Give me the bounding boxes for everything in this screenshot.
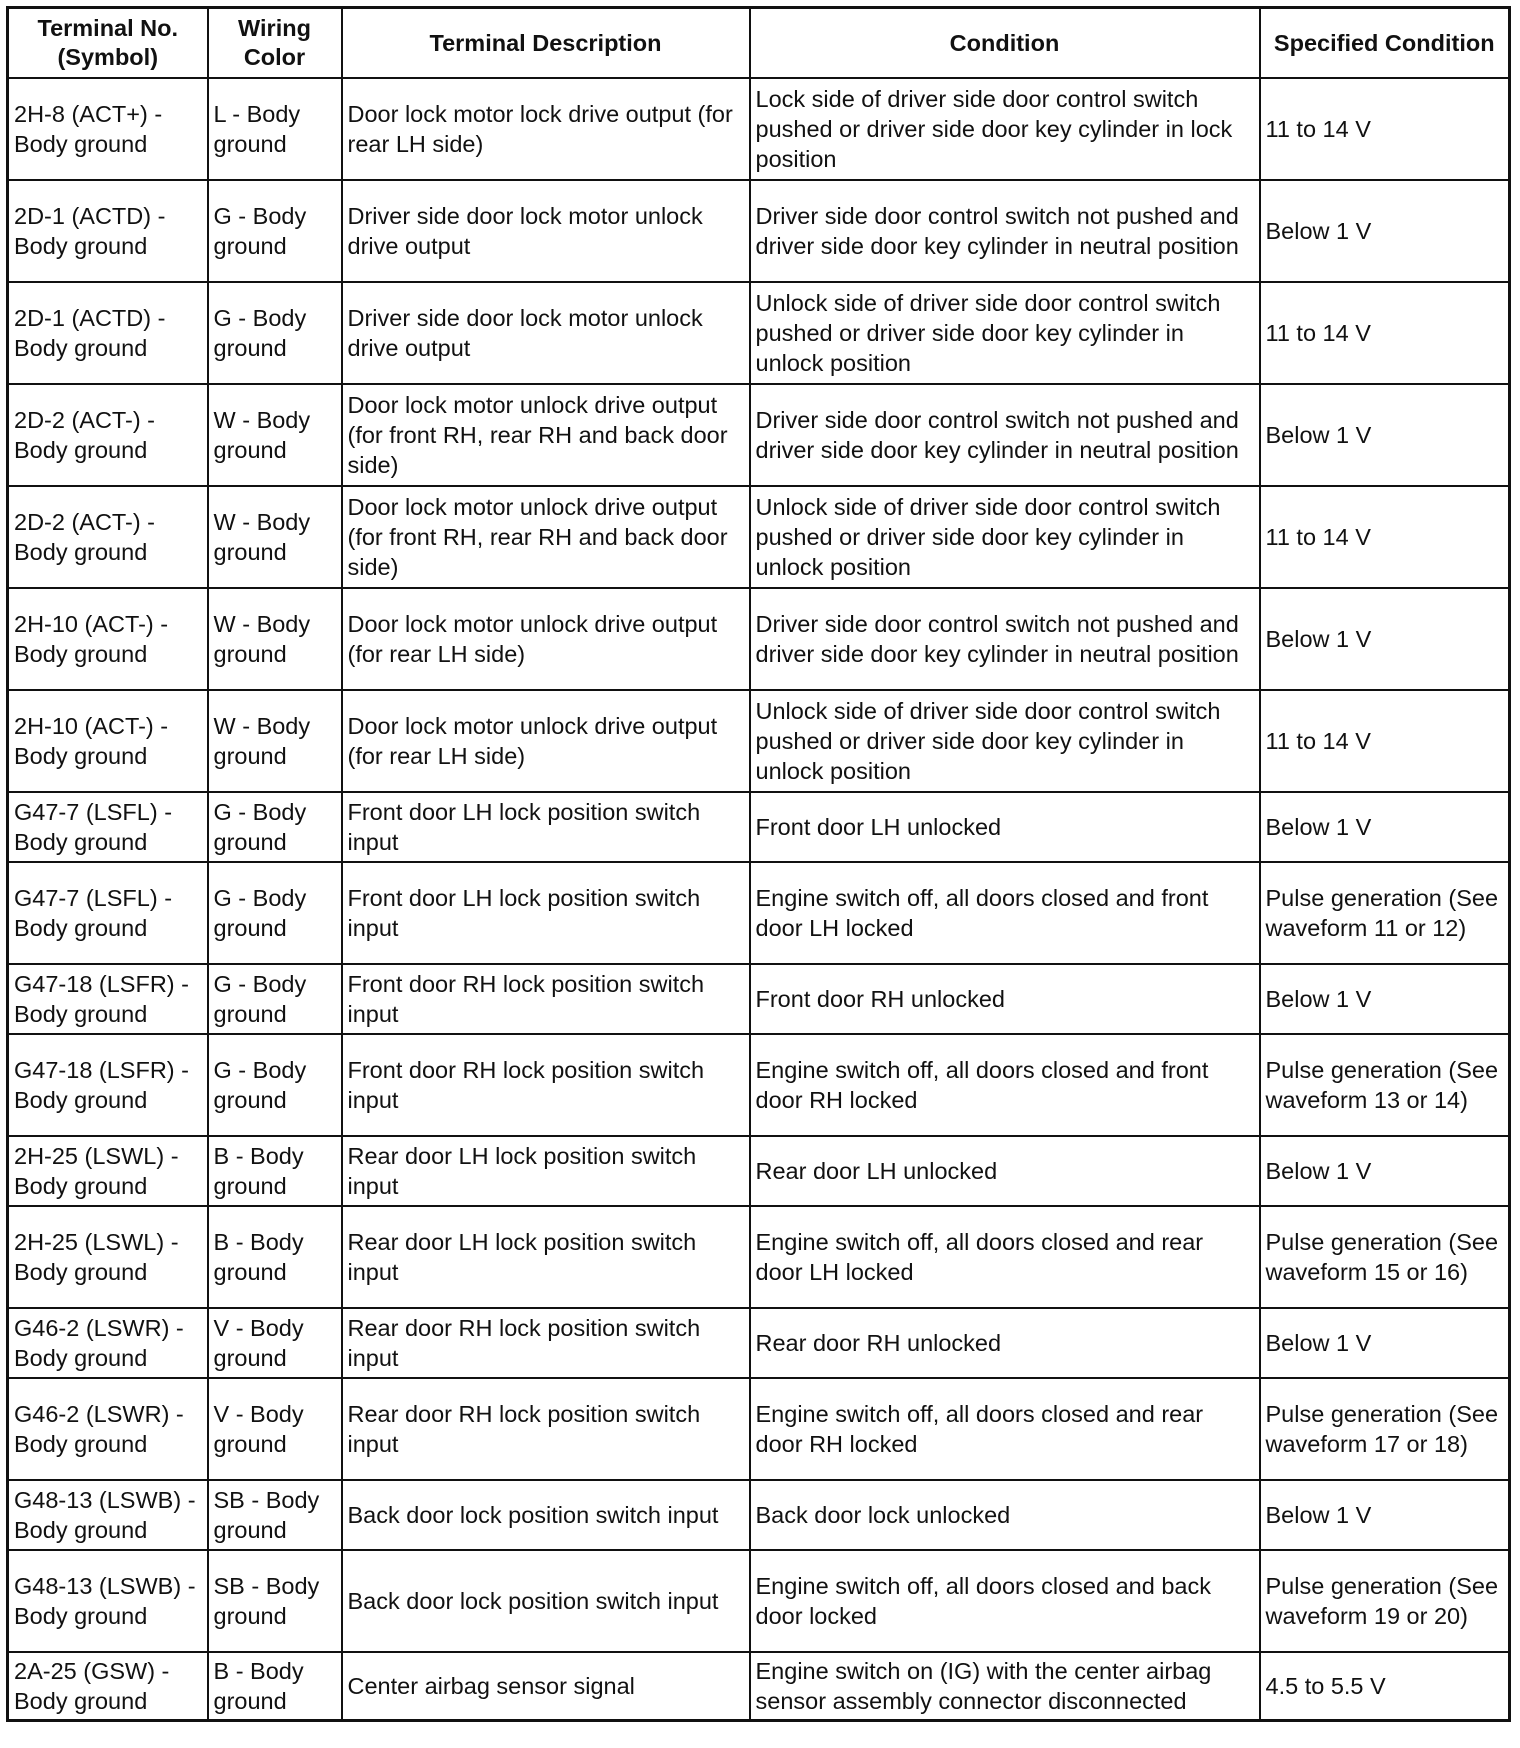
header-specified-condition: Specified Condition xyxy=(1260,8,1510,79)
cell-description: Rear door LH lock position switch input xyxy=(342,1136,750,1206)
cell-terminal: G47-7 (LSFL) - Body ground xyxy=(8,792,208,862)
header-terminal-no: Terminal No. (Symbol) xyxy=(8,8,208,79)
table-row xyxy=(8,1652,1510,1721)
cell-specified: Below 1 V xyxy=(1260,588,1510,690)
cell-condition: Unlock side of driver side door control switch pushed or driver side door key cylinder in unlock position xyxy=(750,690,1260,792)
cell-specified: Pulse generation (See waveform 13 or 14) xyxy=(1260,1034,1510,1136)
terminal-table-container xyxy=(6,6,1508,1722)
cell-wiring: SB - Body ground xyxy=(208,1480,342,1550)
cell-condition: Rear door RH unlocked xyxy=(750,1308,1260,1378)
cell-wiring: G - Body ground xyxy=(208,180,342,282)
cell-description: Door lock motor unlock drive output (for front RH, rear RH and back door side) xyxy=(342,384,750,486)
cell-terminal: 2H-25 (LSWL) - Body ground xyxy=(8,1206,208,1308)
cell-specified: 11 to 14 V xyxy=(1260,78,1510,180)
table-row xyxy=(8,588,1510,690)
cell-specified: 11 to 14 V xyxy=(1260,282,1510,384)
cell-wiring: SB - Body ground xyxy=(208,1550,342,1652)
cell-terminal: 2D-1 (ACTD) - Body ground xyxy=(8,180,208,282)
cell-condition: Engine switch off, all doors closed and rear door LH locked xyxy=(750,1206,1260,1308)
cell-terminal: 2H-8 (ACT+) - Body ground xyxy=(8,78,208,180)
cell-condition: Unlock side of driver side door control switch pushed or driver side door key cylinder in unlock position xyxy=(750,486,1260,588)
cell-description: Door lock motor unlock drive output (for rear LH side) xyxy=(342,690,750,792)
cell-wiring: B - Body ground xyxy=(208,1652,342,1721)
cell-terminal: 2H-25 (LSWL) - Body ground xyxy=(8,1136,208,1206)
cell-description: Center airbag sensor signal xyxy=(342,1652,750,1721)
cell-terminal: 2D-2 (ACT-) - Body ground xyxy=(8,486,208,588)
cell-terminal: G46-2 (LSWR) - Body ground xyxy=(8,1378,208,1480)
cell-wiring: V - Body ground xyxy=(208,1308,342,1378)
cell-wiring: G - Body ground xyxy=(208,1034,342,1136)
table-row xyxy=(8,964,1510,1034)
cell-terminal: G48-13 (LSWB) - Body ground xyxy=(8,1550,208,1652)
cell-description: Front door RH lock position switch input xyxy=(342,964,750,1034)
cell-terminal: G48-13 (LSWB) - Body ground xyxy=(8,1480,208,1550)
cell-condition: Driver side door control switch not pushed and driver side door key cylinder in neutral position xyxy=(750,180,1260,282)
table-row xyxy=(8,78,1510,180)
cell-condition: Driver side door control switch not pushed and driver side door key cylinder in neutral position xyxy=(750,588,1260,690)
cell-specified: Pulse generation (See waveform 15 or 16) xyxy=(1260,1206,1510,1308)
cell-terminal: G47-7 (LSFL) - Body ground xyxy=(8,862,208,964)
table-row xyxy=(8,1480,1510,1550)
cell-condition: Engine switch off, all doors closed and front door LH locked xyxy=(750,862,1260,964)
cell-description: Back door lock position switch input xyxy=(342,1480,750,1550)
cell-condition: Unlock side of driver side door control switch pushed or driver side door key cylinder in unlock position xyxy=(750,282,1260,384)
cell-terminal: 2D-2 (ACT-) - Body ground xyxy=(8,384,208,486)
table-row xyxy=(8,690,1510,792)
cell-condition: Driver side door control switch not pushed and driver side door key cylinder in neutral position xyxy=(750,384,1260,486)
cell-terminal: 2H-10 (ACT-) - Body ground xyxy=(8,588,208,690)
cell-wiring: G - Body ground xyxy=(208,792,342,862)
table-row xyxy=(8,1034,1510,1136)
table-row xyxy=(8,1136,1510,1206)
table-row xyxy=(8,862,1510,964)
cell-specified: Pulse generation (See waveform 19 or 20) xyxy=(1260,1550,1510,1652)
cell-description: Door lock motor unlock drive output (for rear LH side) xyxy=(342,588,750,690)
cell-description: Front door LH lock position switch input xyxy=(342,862,750,964)
table-row xyxy=(8,792,1510,862)
terminal-inspection-table xyxy=(6,6,1511,1722)
cell-specified: 4.5 to 5.5 V xyxy=(1260,1652,1510,1721)
header-wiring-color: Wiring Color xyxy=(208,8,342,79)
cell-condition: Engine switch off, all doors closed and rear door RH locked xyxy=(750,1378,1260,1480)
cell-description: Driver side door lock motor unlock drive output xyxy=(342,180,750,282)
cell-specified: Below 1 V xyxy=(1260,964,1510,1034)
cell-terminal: 2H-10 (ACT-) - Body ground xyxy=(8,690,208,792)
cell-specified: Below 1 V xyxy=(1260,1480,1510,1550)
table-row xyxy=(8,180,1510,282)
cell-condition: Front door RH unlocked xyxy=(750,964,1260,1034)
cell-description: Back door lock position switch input xyxy=(342,1550,750,1652)
cell-specified: Below 1 V xyxy=(1260,792,1510,862)
cell-specified: Below 1 V xyxy=(1260,384,1510,486)
cell-description: Front door RH lock position switch input xyxy=(342,1034,750,1136)
cell-condition: Front door LH unlocked xyxy=(750,792,1260,862)
cell-description: Driver side door lock motor unlock drive output xyxy=(342,282,750,384)
cell-wiring: W - Body ground xyxy=(208,690,342,792)
cell-wiring: B - Body ground xyxy=(208,1206,342,1308)
cell-wiring: W - Body ground xyxy=(208,384,342,486)
cell-terminal: 2D-1 (ACTD) - Body ground xyxy=(8,282,208,384)
table-row xyxy=(8,486,1510,588)
cell-wiring: G - Body ground xyxy=(208,964,342,1034)
cell-description: Rear door RH lock position switch input xyxy=(342,1308,750,1378)
header-terminal-description: Terminal Description xyxy=(342,8,750,79)
cell-specified: Below 1 V xyxy=(1260,1136,1510,1206)
table-row xyxy=(8,1206,1510,1308)
table-header-row xyxy=(8,8,1510,79)
cell-condition: Lock side of driver side door control switch pushed or driver side door key cylinder in lock position xyxy=(750,78,1260,180)
cell-wiring: G - Body ground xyxy=(208,862,342,964)
cell-description: Door lock motor lock drive output (for rear LH side) xyxy=(342,78,750,180)
cell-specified: Below 1 V xyxy=(1260,180,1510,282)
cell-wiring: L - Body ground xyxy=(208,78,342,180)
table-row xyxy=(8,384,1510,486)
cell-condition: Engine switch off, all doors closed and back door locked xyxy=(750,1550,1260,1652)
table-row xyxy=(8,1378,1510,1480)
cell-terminal: 2A-25 (GSW) - Body ground xyxy=(8,1652,208,1721)
cell-terminal: G46-2 (LSWR) - Body ground xyxy=(8,1308,208,1378)
header-condition: Condition xyxy=(750,8,1260,79)
cell-wiring: V - Body ground xyxy=(208,1378,342,1480)
cell-wiring: W - Body ground xyxy=(208,588,342,690)
cell-wiring: B - Body ground xyxy=(208,1136,342,1206)
table-row xyxy=(8,1550,1510,1652)
cell-description: Rear door LH lock position switch input xyxy=(342,1206,750,1308)
cell-wiring: G - Body ground xyxy=(208,282,342,384)
cell-condition: Rear door LH unlocked xyxy=(750,1136,1260,1206)
cell-condition: Back door lock unlocked xyxy=(750,1480,1260,1550)
cell-wiring: W - Body ground xyxy=(208,486,342,588)
cell-condition: Engine switch off, all doors closed and front door RH locked xyxy=(750,1034,1260,1136)
cell-specified: Pulse generation (See waveform 17 or 18) xyxy=(1260,1378,1510,1480)
cell-terminal: G47-18 (LSFR) - Body ground xyxy=(8,964,208,1034)
cell-description: Door lock motor unlock drive output (for front RH, rear RH and back door side) xyxy=(342,486,750,588)
cell-specified: 11 to 14 V xyxy=(1260,486,1510,588)
cell-specified: Pulse generation (See waveform 11 or 12) xyxy=(1260,862,1510,964)
cell-description: Front door LH lock position switch input xyxy=(342,792,750,862)
table-row xyxy=(8,1308,1510,1378)
cell-terminal: G47-18 (LSFR) - Body ground xyxy=(8,1034,208,1136)
cell-description: Rear door RH lock position switch input xyxy=(342,1378,750,1480)
cell-specified: 11 to 14 V xyxy=(1260,690,1510,792)
table-row xyxy=(8,282,1510,384)
cell-condition: Engine switch on (IG) with the center airbag sensor assembly connector disconnected xyxy=(750,1652,1260,1721)
cell-specified: Below 1 V xyxy=(1260,1308,1510,1378)
